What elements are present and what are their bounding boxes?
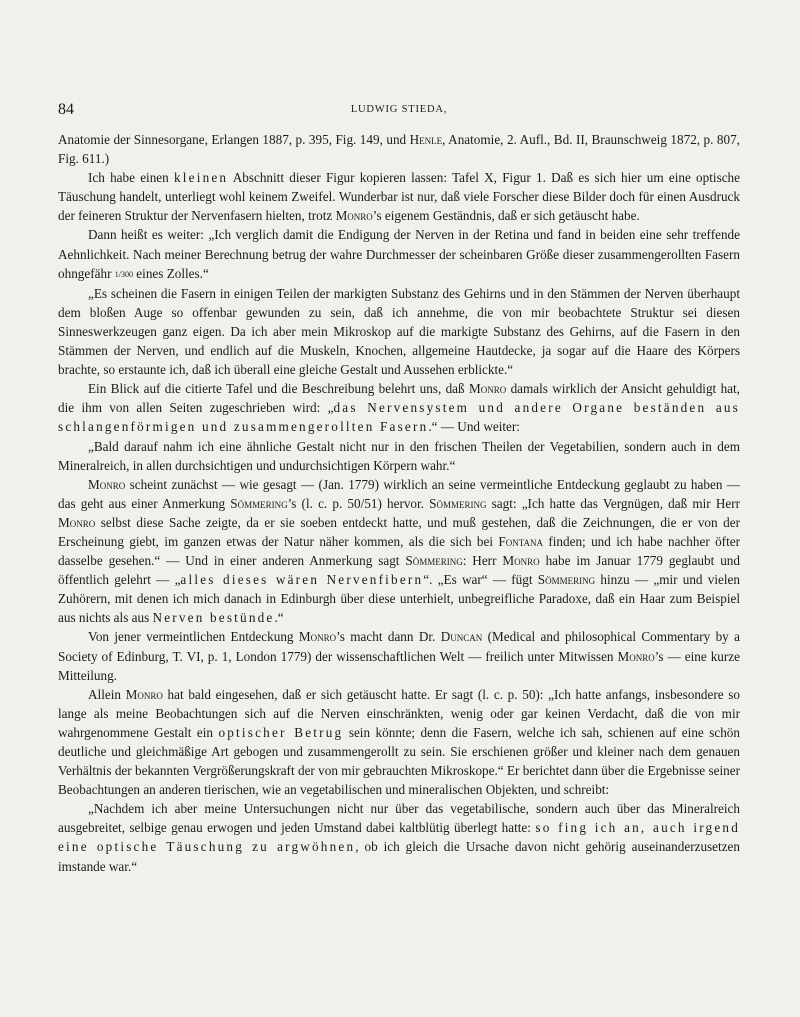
author-name: Monro (88, 476, 126, 492)
text-run: selbst diese Sache zeigte, da er sie soeben entdeckt hatte, und muß gestehen, daß die Zeichnungen, die er von der Erscheinung giebt, im ganzen etwas der Natur näher kommen, als die sich bei (58, 514, 740, 549)
text-run: ’s — eine kurze Mitteilung. (58, 648, 740, 683)
body-text (58, 130, 740, 876)
text-run: scheint zunächst — wie gesagt — (Jan. 1779) wirklich an seine vermeintliche Entdeckung geglaubt zu haben — das geht aus einer Anmerkung (58, 476, 740, 511)
author-name: Sömmering (537, 572, 596, 588)
author-name: Sömmering (230, 495, 288, 511)
text-run: “. „Es war“ — fügt (423, 572, 538, 588)
paragraph-10 (58, 799, 740, 875)
author-name: Monro (125, 686, 163, 702)
text-run: ’s macht dann Dr. (336, 629, 441, 645)
spaced-emphasis: so fing ich an, auch irgend eine optische Täuschung zu argwöhnen (58, 820, 740, 855)
fraction: 1/300 (114, 269, 133, 279)
text-run: , ob ich gleich die Ursache davon nicht gehörig auseinanderzusetzen imstande war.“ (58, 839, 740, 874)
paragraph-1 (58, 130, 740, 168)
text-run: .“ (274, 610, 284, 626)
author-name: Monro (335, 208, 373, 224)
author-name: Monro (617, 648, 655, 664)
author-name: Sömmering (405, 553, 463, 569)
text-run: , Anatomie, 2. Aufl., Bd. II, Braunschweig 1872, p. 807, Fig. 611.) (58, 132, 740, 167)
author-name: Monro (298, 629, 337, 645)
text-run: ’s (l. c. p. 50/51) hervor. (287, 495, 430, 511)
text-run: sagt: „Ich hatte das Vergnügen, daß mir Herr (486, 495, 740, 511)
text-run: Anatomie der Sinnesorgane, Erlangen 1887, p. 395, Fig. 149, und (58, 132, 410, 147)
text-run: Ein Blick auf die citierte Tafel und die Beschreibung belehrt uns, daß (88, 381, 469, 397)
text-run: sein könnte; denn die Fasern, welche ich sah, schienen auf eine schön deutliche und gleichmäßige Art gebogen und zusammengerollt zu sein. Sie erschienen größer und kleiner nach dem genauen Verhältnis der bekannten Vergrößerungskraft der von mir gebrauchten Mikroskope.“ Er berichtet dann über die Ergebnisse seiner Beobachtungen an anderen tierischen, wie an vegetabilischen und mineralischen Objekten, und schreibt: (58, 724, 740, 798)
author-name: Fontana (498, 533, 543, 549)
author-name: Monro (468, 381, 507, 397)
spaced-emphasis: kleinen (174, 170, 229, 186)
spaced-emphasis: Nerven bestünde (152, 610, 275, 626)
author-name: Monro (58, 514, 96, 530)
paragraph-2 (58, 168, 740, 225)
text-run: (Medical and philosophical Commentary by a Society of Edinburg, T. VI, p. 1, London 1779) der wissenschaftlichen Welt — freilich unter Mitwissen (58, 629, 740, 664)
author-name: Henle (409, 132, 443, 147)
text-run: hat bald eingesehen, daß er sich getäuscht hatte. Er sagt (l. c. p. 50): „Ich hatte anfangs, insbesondere so lange als meine Beobachtungen sich auf die Nerven einschränkten, wenig oder gar keinen Verdacht, daß die von mir wahrgenommene Gestalt ein (58, 686, 741, 740)
author-name: Duncan (440, 629, 483, 645)
text-run: Dann heißt es weiter: „Ich verglich damit die Endigung der Nerven in der Retina und fand in beiden eine sehr treffende Aehnlichkeit. Nach meiner Berechnung betrug der wahre Durchmesser der scheinbaren Größe dieser zusammengerollten Fasern ohngefähr (58, 227, 740, 281)
page-header (58, 101, 740, 121)
paragraph-3 (58, 225, 740, 283)
text-run: : Herr (462, 553, 503, 569)
text-run: habe im Januar 1779 geglaubt und öffentlich gelehrt — „ (58, 553, 740, 588)
text-run: damals wirklich der Ansicht gehuldigt hat, die ihm von allen Seiten zugeschrieben wird: „ (58, 381, 740, 416)
page-number: 84 (58, 101, 74, 118)
text-run: Abschnitt dieser Figur kopieren lassen: Tafel X, Figur 1. Daß es sich hier um eine optische Täuschung handelt, unterliegt wohl keinem Zweifel. Wunderbar ist nur, daß viele Forscher diese Bilder doch für einen Ausdruck der feineren Struktur der Nervenfasern hielten, trotz (58, 170, 740, 224)
text-run: Von jener vermeintlichen Entdeckung (88, 629, 299, 645)
paragraph-5 (58, 379, 740, 436)
author-name: Sömmering (429, 495, 487, 511)
text-run: eines Zolles.“ (133, 265, 209, 281)
author-name: Monro (502, 553, 540, 569)
paragraph-6: „Bald darauf nahm ich eine ähnliche Gestalt nicht nur in den frischen Theilen der Vegetabilien, sondern auch in dem Mineralreich, in allen durchsichtigen und undurchsichtigen Körpern wahr.“ (58, 438, 740, 473)
spaced-emphasis: optischer Betrug (218, 724, 344, 740)
text-run: .“ — Und weiter: (428, 419, 520, 435)
text-run: „Nachdem ich aber meine Untersuchungen nicht nur über das vegetabilische, sondern auch über das Mineralreich ausgebreitet, selbige genau erwogen und jeden Umstand dabei kaltblütig überlegt hatte: (58, 801, 740, 836)
text-run: Allein (88, 686, 126, 702)
paragraph-9 (58, 685, 740, 800)
spaced-emphasis: alles dieses wären Nervenfibern (180, 572, 424, 588)
text-run: ’s eigenem Geständnis, daß er sich getäuscht habe. (372, 208, 640, 224)
text-run: finden; und ich habe nachher öfter dasselbe gesehen.“ — Und in einer anderen Anmerkung sagt (58, 533, 740, 569)
paragraph-4: „Es scheinen die Fasern in einigen Teilen der markigten Substanz des Gehirns und in den Stämmen der Nerven überhaupt dem bloßen Auge so offenbar gewunden zu sein, daß ich annehme, die von mir beobachtete Struktur sei diesen Sinneswerkzeugen ganz eigen. Da ich aber mein Mikroskop auf die markigte Substanz des Gehirns, auf die Fasern in den Stämmen der Nerven, und endlich auf die Muskeln, Knochen, allgemeine Hautdecke, ja sogar auf die Haare des Körpers brachte, so erstaunte ich, daß ich überall eine gleiche Gestalt und Aussehen erblickte.“ (58, 285, 740, 378)
paragraph-8 (58, 627, 740, 684)
text-run: hinzu — „mir und vielen Zuhörern, mit denen ich mich danach in Edinburgh über diese unterhielt, unbegreifliche Paradoxe, daß ein Haar zum Beispiel aus nichts als aus (58, 572, 741, 626)
spaced-emphasis: das Nervensystem und andere Organe beständen aus schlangenförmigen und zusammengerollten Fasern (58, 400, 740, 435)
running-head: LUDWIG STIEDA, (350, 104, 448, 115)
paragraph-7 (58, 475, 740, 628)
text-run: Ich habe einen (88, 170, 174, 186)
